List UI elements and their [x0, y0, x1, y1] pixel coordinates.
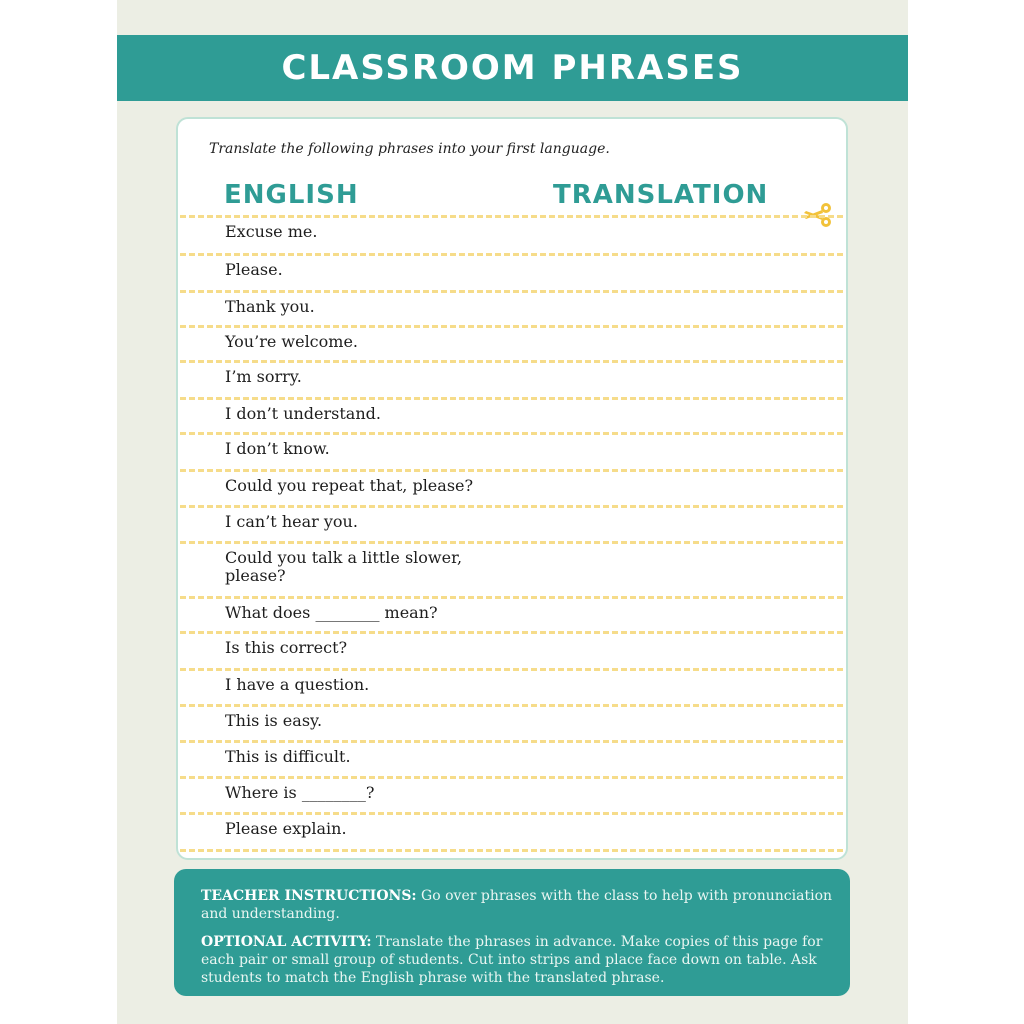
cut-line [180, 253, 843, 256]
phrase-item: Could you talk a little slower, please? [225, 548, 463, 585]
cut-line [180, 596, 843, 599]
phrase-item: You’re welcome. [225, 332, 358, 351]
optional-activity-label: OPTIONAL ACTIVITY: [201, 934, 372, 950]
cut-line [180, 325, 843, 328]
page-title: CLASSROOM PHRASES [281, 48, 744, 88]
phrase-item: Please. [225, 260, 283, 279]
phrase-item: I don’t understand. [225, 404, 381, 423]
cut-line [180, 812, 843, 815]
cut-line [180, 290, 843, 293]
cut-line [180, 215, 843, 218]
phrase-item: I’m sorry. [225, 367, 302, 386]
header-band [117, 35, 908, 101]
phrase-item: I have a question. [225, 675, 370, 694]
phrase-item: Thank you. [225, 297, 315, 316]
cut-line [180, 541, 843, 544]
cut-line [180, 432, 843, 435]
cut-line [180, 776, 843, 779]
phrase-item: Please explain. [225, 819, 347, 838]
teacher-instructions-text: Go over phrases with the class to help with pronunciation and understanding. [201, 888, 833, 922]
teacher-instructions-label: TEACHER INSTRUCTIONS: [201, 888, 417, 904]
teacher-instructions [201, 887, 841, 923]
phrase-item: Could you repeat that, please? [225, 476, 474, 495]
cut-line [180, 505, 843, 508]
english-column-heading: ENGLISH [224, 180, 359, 210]
worksheet-instructions: Translate the following phrases into your first language. [209, 141, 610, 157]
optional-activity-text: Translate the phrases in advance. Make copies of this page for each pair or small group of students. Cut into strips and place face down on table. Ask students to match the English phrase with the translated phrase. [201, 934, 823, 986]
phrase-item: I don’t know. [225, 439, 330, 458]
phrase-item: Is this correct? [225, 638, 348, 657]
cut-line [180, 631, 843, 634]
translation-column-heading: TRANSLATION [553, 180, 769, 210]
cut-line [180, 360, 843, 363]
cut-line [180, 668, 843, 671]
cut-line [180, 704, 843, 707]
cut-line [180, 397, 843, 400]
cut-line [180, 740, 843, 743]
phrase-item: I can’t hear you. [225, 512, 358, 531]
phrase-item: What does ________ mean? [225, 603, 438, 622]
phrase-item: Excuse me. [225, 222, 318, 241]
optional-activity [201, 933, 841, 987]
phrase-item: This is easy. [225, 711, 323, 730]
cut-line [180, 849, 843, 852]
phrase-item: This is difficult. [225, 747, 351, 766]
phrase-item: Where is ________? [225, 783, 375, 802]
cut-line [180, 469, 843, 472]
